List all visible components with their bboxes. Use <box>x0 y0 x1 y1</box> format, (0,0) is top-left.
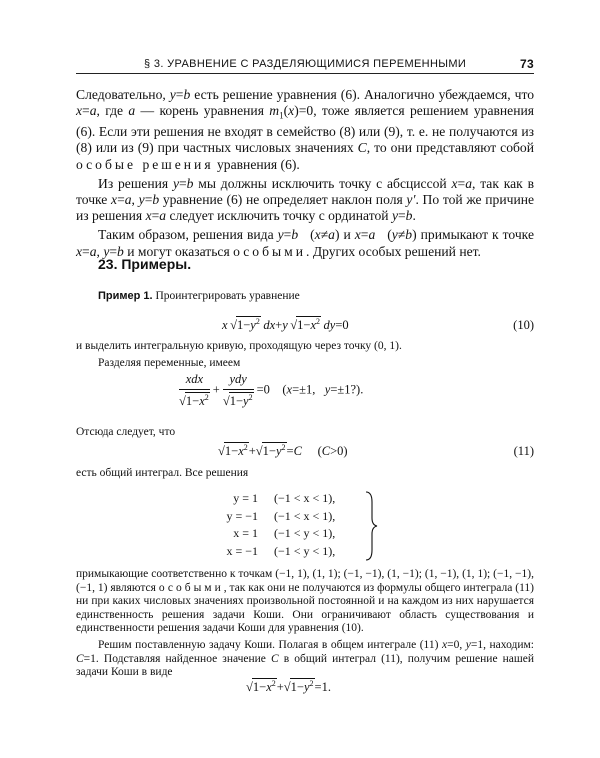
solutions-system <box>218 490 335 560</box>
paragraph-after-system: примыкающие соответственно к точкам (−1, 1), (1, 1); (−1, −1), (1, −1); (1, −1), (1, 1); (−1, −1), (−1, 1) являются особыми, так как они не получаются из формулы общего интеграла (11) ни при каких числовых значениях произвольной постоянной и на каждом из них нарушается единственность решения задачи Коши. Они ограничивают область существования и единственности решения задачи Коши для уравнения (10). Решим поставленную задачу Коши. Полагая в общем интеграле (11) x=0, y=1, находим: C=1. Подставляя найденное значение C в общий интеграл (11), получим решение нашей задачи Коши в виде <box>76 568 535 679</box>
page-number: 73 <box>519 57 534 71</box>
paragraph-2: Из решения y=b мы должны исключить точку с абсциссой x=a, так как в точке x=a, y=b уравнение (6) не определяет наклон поля y′. По той же причине из решения x=a следует исключить точку с ординатой y=b. <box>76 175 535 224</box>
equation-10: x $√1-y^2$ dx+y $√1-x^2$ dy=0 <box>222 317 349 333</box>
paragraph-3: Таким образом, решения вида y=b (x≠a) и x=a (y≠b) примыкают к точке x=a, y=b и могут оказаться особыми. Других особых решений нет. <box>76 227 534 259</box>
equation-final: $√1-x^2+√1-y^2=1$. <box>246 679 331 695</box>
example-text-5: есть общий интеграл. Все решения <box>76 467 249 479</box>
example-text-2: и выделить интегральную кривую, проходящую через точку (0, 1). Разделяя переменные, имеем <box>76 340 402 369</box>
body-text <box>76 87 534 260</box>
system-row: x = 1 (−1 < y < 1), <box>233 526 336 540</box>
equation-number-10: (10) <box>513 318 534 332</box>
equation-separated: $\frac{\text{xdx}}{√1-x^2}$ + $\frac{\text{ydy}}{√1-y^2}$ =0 (x=±1, y=±1?). <box>179 372 364 409</box>
running-title: § 3. УРАВНЕНИЕ С РАЗДЕЛЯЮЩИМИСЯ ПЕРЕМЕННЫМИ <box>144 58 467 70</box>
example-text-4: Отсюда следует, что <box>76 426 176 438</box>
section-heading: 23. Примеры. <box>98 256 192 272</box>
running-header <box>76 58 534 74</box>
paragraph-1: Следовательно, y=b есть решение уравнения (6). Аналогично убеждаемся, что x=a, где a — корень уравнения $m_1(x)=0$, тоже является решением уравнения (6). Если эти решения не входят в семейство (8) или (9), т. е. не получаются из (8) или из (9) при частных числовых значениях C, то они представляют собой особые решения уравнения (6). <box>76 87 535 172</box>
system-row: x = −1 (−1 < y < 1), <box>226 543 336 558</box>
equation-11: $√1-x^2+√1-y^2=C$ (C>0) <box>218 443 348 459</box>
equation-number-11: (11) <box>513 444 534 458</box>
paragraph-final: Решим поставленную задачу Коши. Полагая в общем интеграле (11) x=0, y=1, находим: C=1. Подставляя найденное значение C в общий интеграл (11), получим решение нашей задачи Коши в виде <box>76 638 535 679</box>
example-intro: Пример 1. Проинтегрировать уравнение <box>98 290 300 302</box>
system-row: y = −1 (−1 < x < 1), <box>226 508 336 523</box>
example-label: Пример 1. <box>98 290 153 302</box>
system-row: y = 1 (−1 < x < 1), <box>233 491 336 505</box>
right-brace <box>364 490 378 562</box>
